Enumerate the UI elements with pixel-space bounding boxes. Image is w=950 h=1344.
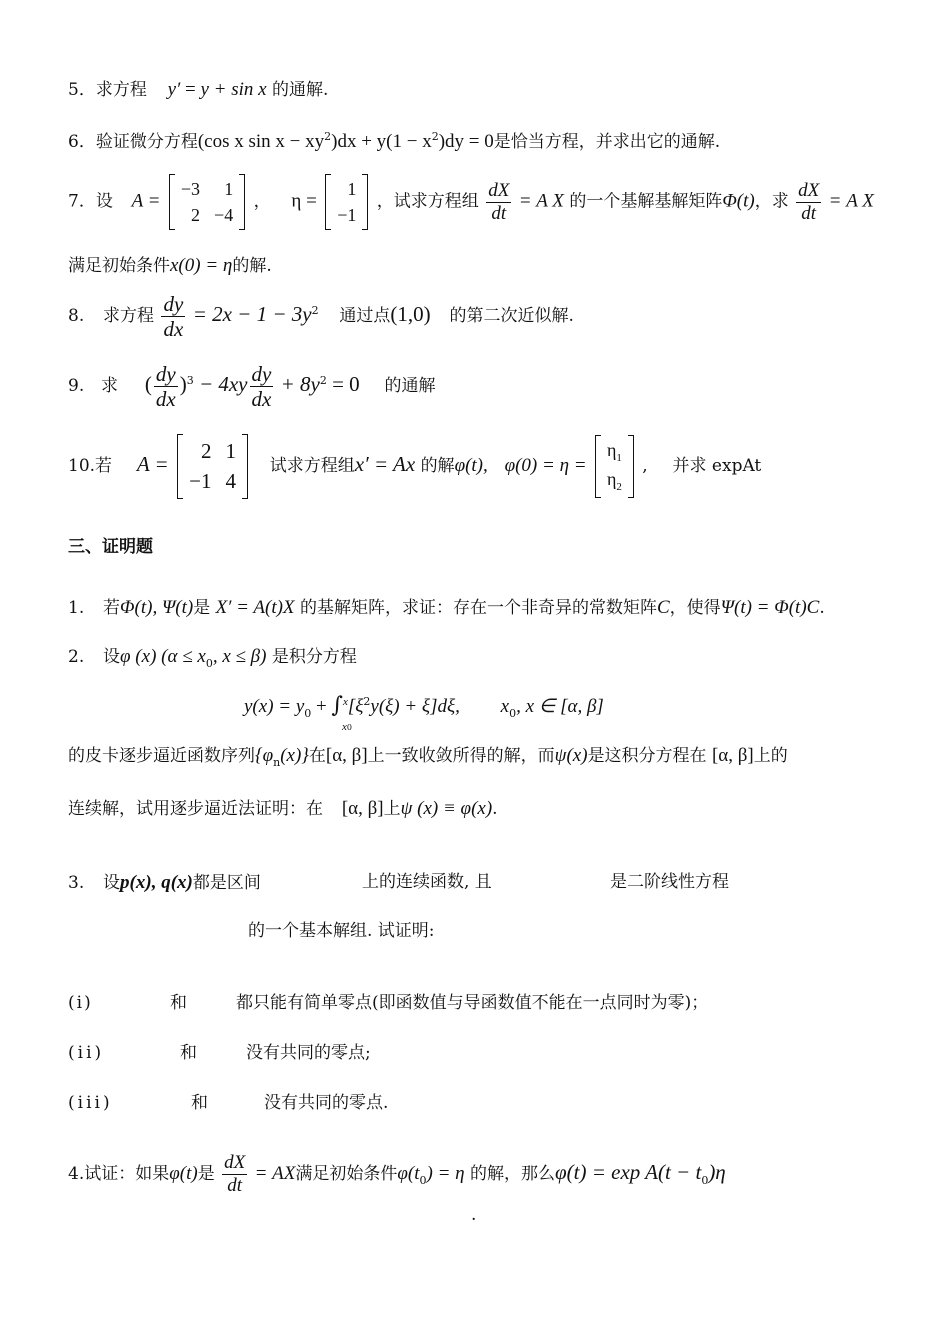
p1-c: C — [656, 597, 670, 618]
p1-number: 1. — [68, 598, 85, 618]
p2-interval-3: [α, β] — [341, 798, 384, 819]
p1-end: . — [819, 598, 825, 618]
q5-suffix: 的通解. — [271, 80, 329, 100]
p3-number: 3. — [68, 873, 85, 893]
q9-derivative-2: $\frac{dy}{dx}$ — [251, 362, 272, 412]
q10-init: φ(0) = η = — [504, 454, 587, 476]
p2-l3-b: 在 — [308, 746, 326, 766]
q7-text-mid2: 的一个基解基解矩阵 — [569, 191, 723, 212]
q6-eq-c: )dy = 0 — [438, 131, 494, 152]
p2-l3-c: 上一致收敛所得的解，而 — [367, 746, 555, 766]
p4-derivative: $\frac{dX}{dt}$ — [224, 1152, 246, 1196]
q5-number: 5． — [68, 80, 96, 100]
q7-number: 7． — [68, 191, 96, 212]
q7-rhs: = A X — [518, 190, 564, 212]
proof-1 — [68, 596, 825, 621]
proof-3-b: 上的连续函数, 且 — [362, 872, 492, 892]
trailing-dot: . — [471, 1205, 477, 1225]
p3-a: 都是区间 — [192, 873, 261, 893]
p2-l3-a: 的皮卡逐步逼近函数序列 — [68, 746, 255, 766]
proof-3-item-iii-and: 和 — [191, 1093, 208, 1113]
q7-text-mid3: ，求 — [754, 191, 789, 212]
matrix-cell: $\eta_2$ — [606, 469, 622, 494]
p4-mid2: 满足初始条件 — [295, 1163, 398, 1184]
proof-3-item-iii-text: 没有共同的零点. — [264, 1093, 389, 1113]
q9-open: ( — [144, 372, 152, 397]
q9-tail-a: + 8y — [275, 372, 320, 397]
p1-mid2: 的基解矩阵，求证：存在一个非奇异的常数矩阵 — [299, 598, 657, 618]
question-7-line-2 — [68, 254, 272, 279]
p2-eq-a: y(x) = y — [244, 696, 305, 717]
p2-prefix: 设 — [103, 647, 121, 667]
q10-number: 10. — [68, 455, 96, 476]
p4-result-2: )η — [708, 1159, 726, 1184]
q5-prefix: 求方程 — [95, 80, 147, 100]
p4-cond: φ(t — [397, 1162, 420, 1184]
q9-derivative: $\frac{dy}{dx}$ — [155, 362, 176, 412]
p2-integrand-2: y(ξ) + ξ]dξ, — [370, 696, 460, 717]
q6-eq-b: )dx + y(1 − x — [331, 131, 432, 152]
question-8 — [68, 292, 574, 341]
q10-mid2: 的解 — [420, 455, 455, 476]
proof-2-lower-limit: x0 — [342, 721, 352, 733]
question-6 — [68, 130, 720, 155]
p4-cond-sub: 0 — [419, 1173, 427, 1187]
p2-phi: φ (x) (α ≤ x — [120, 646, 206, 667]
p4-result-sub: 0 — [701, 1173, 709, 1187]
p4-mid3: 的解，那么 — [470, 1163, 556, 1184]
q6-number: 6． — [68, 132, 96, 152]
q5-lhs: y′ — [167, 79, 181, 100]
q6-prefix: 验证微分方程 — [95, 132, 198, 152]
p2-suffix: 是积分方程 — [271, 647, 357, 667]
q7-matrix-a — [169, 174, 245, 230]
q7-vector-eta — [325, 174, 368, 230]
matrix-cell: 1 — [225, 439, 236, 463]
q8-mid: 通过点 — [339, 306, 391, 327]
p1-matrices: Φ(t), Ψ(t) — [120, 597, 194, 618]
proof-3-item-ii-text: 没有共同的零点; — [246, 1043, 371, 1063]
proof-3-c: 是二阶线性方程 — [610, 872, 729, 892]
q10-mid: 试求方程组 — [269, 455, 355, 476]
p1-prefix: 若 — [103, 598, 121, 618]
matrix-cell: 2 — [200, 439, 212, 463]
proof-2 — [68, 645, 357, 671]
q6-eq-a: (cos x sin x − xy — [197, 131, 325, 152]
p4-result: φ(t) = exp A(t − t — [555, 1159, 702, 1184]
q9-prefix: 求 — [101, 376, 119, 397]
q10-end: , — [642, 455, 648, 476]
q7-line2-prefix: 满足初始条件 — [68, 256, 170, 276]
q9-number: 9. — [68, 376, 85, 397]
q9-exp2: 2 — [319, 374, 327, 388]
question-7 — [68, 174, 874, 230]
proof-3-item-i — [68, 992, 93, 1014]
proof-2-equation — [244, 692, 604, 721]
p4-rhs: = AX — [254, 1162, 296, 1184]
p3-pq: p(x), q(x) — [120, 872, 193, 893]
proof-4 — [68, 1152, 726, 1197]
question-5 — [68, 78, 328, 103]
p2-seq: {φ — [255, 745, 274, 766]
q7-derivative: $\frac{dX}{dt}$ — [488, 179, 510, 224]
proof-2-line-4 — [68, 797, 498, 822]
p2-domain-sub: 0 — [509, 707, 517, 720]
q7-prefix: 设 — [95, 191, 113, 212]
p2-interval-2: [α, β] — [711, 745, 754, 766]
p4-cond-2: ) = η — [426, 1162, 465, 1184]
q9-tail-b: = 0 — [326, 372, 360, 397]
q9-exp3: 3 — [186, 374, 194, 388]
p2-interval: [α, β] — [325, 745, 368, 766]
p2-seq-sub: n — [273, 756, 281, 769]
p1-equation: X′ = A(t)X — [215, 597, 295, 618]
q7-line2-suffix: 的解. — [232, 256, 272, 276]
q10-prefix: 若 — [95, 455, 113, 476]
p2-identity: ψ (x) ≡ φ(x) — [400, 798, 493, 819]
question-10 — [68, 434, 761, 499]
p2-sub0: 0 — [205, 657, 213, 670]
matrix-cell: $\eta_1$ — [606, 439, 622, 464]
q9-suffix: 的通解 — [384, 376, 436, 397]
p4-prefix: 试证：如果 — [84, 1163, 170, 1184]
q5-equals: = — [180, 79, 201, 100]
q7-phi: Φ(t) — [722, 190, 755, 212]
q8-prefix: 求方程 — [103, 306, 155, 327]
p2-l4-a: 连续解，试用逐步逼近法证明：在 — [68, 799, 323, 819]
proof-3-item-iii — [68, 1092, 113, 1114]
q7-text-mid: ，试求方程组 — [376, 191, 479, 212]
proof-3-item-ii — [68, 1042, 104, 1064]
q10-matrix-a — [177, 434, 248, 499]
matrix-cell: −3 — [180, 179, 201, 199]
q5-rhs: y + sin x — [200, 79, 267, 100]
proof-3-line-2: 的一个基本解组. 试证明: — [248, 921, 435, 941]
section-heading-proofs: 三、证明题 — [68, 537, 153, 557]
p2-domain: x — [500, 696, 510, 717]
proof-3-item-i-text: 都只能有简单零点(即函数值与导函数值不能在一点同时为零)； — [236, 993, 709, 1013]
q7-eta-label: η = — [291, 190, 317, 212]
q7-separator: ， — [253, 191, 271, 212]
matrix-cell: 2 — [191, 205, 201, 226]
matrix-cell: 1 — [347, 179, 357, 199]
q8-point: (1,0) — [390, 302, 431, 327]
q10-phi: φ(t), — [454, 454, 488, 476]
p3-prefix: 设 — [103, 873, 121, 893]
proof-3-item-i-and: 和 — [170, 993, 187, 1013]
matrix-cell: 4 — [225, 469, 236, 494]
q7-a-label: A = — [131, 190, 161, 212]
q8-exp: 2 — [311, 304, 319, 318]
q9-mid: − 4xy — [193, 372, 248, 397]
q6-suffix: 是恰当方程，并求出它的通解. — [493, 132, 721, 152]
q7-derivative-2: $\frac{dX}{dt}$ — [798, 179, 820, 224]
p2-l3-d: 是这积分方程在 — [587, 746, 707, 766]
p2-l4-b: 上 — [383, 799, 401, 819]
matrix-cell: 1 — [224, 179, 234, 199]
p2-l3-e: 上的 — [753, 746, 788, 766]
q10-vector-eta — [595, 435, 634, 499]
proof-3-item-ii-and: 和 — [180, 1043, 197, 1063]
p2-eq-b: + — [311, 696, 332, 717]
item-ii-label: (ii) — [68, 1043, 105, 1063]
q8-rhs: = 2x − 1 − 3y — [192, 302, 312, 327]
p2-eq-sub: 0 — [304, 707, 312, 720]
integral-sign-icon: ∫ — [331, 693, 343, 718]
q6-exp2: 2 — [431, 130, 439, 143]
p2-int-exp: 2 — [363, 695, 371, 708]
q9-close: ) — [179, 372, 187, 397]
proof-3 — [68, 871, 261, 896]
matrix-cell: −1 — [337, 205, 357, 226]
p2-end: . — [492, 799, 498, 819]
q7-condition: x(0) = η — [170, 255, 233, 276]
question-9 — [68, 362, 435, 411]
item-i-label: (i) — [68, 993, 93, 1013]
p1-equation-2: Ψ(t) = Φ(t)C — [720, 597, 820, 618]
q10-suffix: 并求 expAt — [672, 455, 762, 476]
matrix-cell: −1 — [189, 469, 212, 494]
q10-equation: x′ = Ax — [354, 451, 416, 476]
p2-number: 2. — [68, 647, 85, 667]
q7-rhs-2: = A X — [828, 190, 874, 212]
q8-suffix: 的第二次近似解. — [449, 306, 574, 327]
matrix-cell: −4 — [214, 205, 234, 226]
q10-a-label: A = — [136, 451, 169, 476]
item-iii-label: (iii) — [68, 1093, 113, 1113]
p2-int-upper: x — [342, 696, 348, 708]
p4-number: 4. — [68, 1163, 85, 1184]
p4-mid: 是 — [197, 1163, 215, 1184]
q8-derivative: $\frac{dy}{dx}$ — [163, 292, 184, 342]
proof-2-line-3 — [68, 744, 788, 770]
q6-exp: 2 — [324, 130, 332, 143]
p1-mid3: ，使得 — [669, 598, 721, 618]
p2-seq-2: (x)} — [280, 745, 309, 766]
p2-range: , x ≤ β) — [212, 646, 267, 667]
p2-domain-2: , x ∈ [α, β] — [516, 696, 604, 717]
p2-integrand: [ξ — [347, 696, 364, 717]
q8-number: 8. — [68, 306, 85, 327]
p1-mid: 是 — [193, 598, 211, 618]
p2-psi: ψ(x) — [554, 745, 588, 766]
p4-phi: φ(t) — [169, 1162, 198, 1184]
